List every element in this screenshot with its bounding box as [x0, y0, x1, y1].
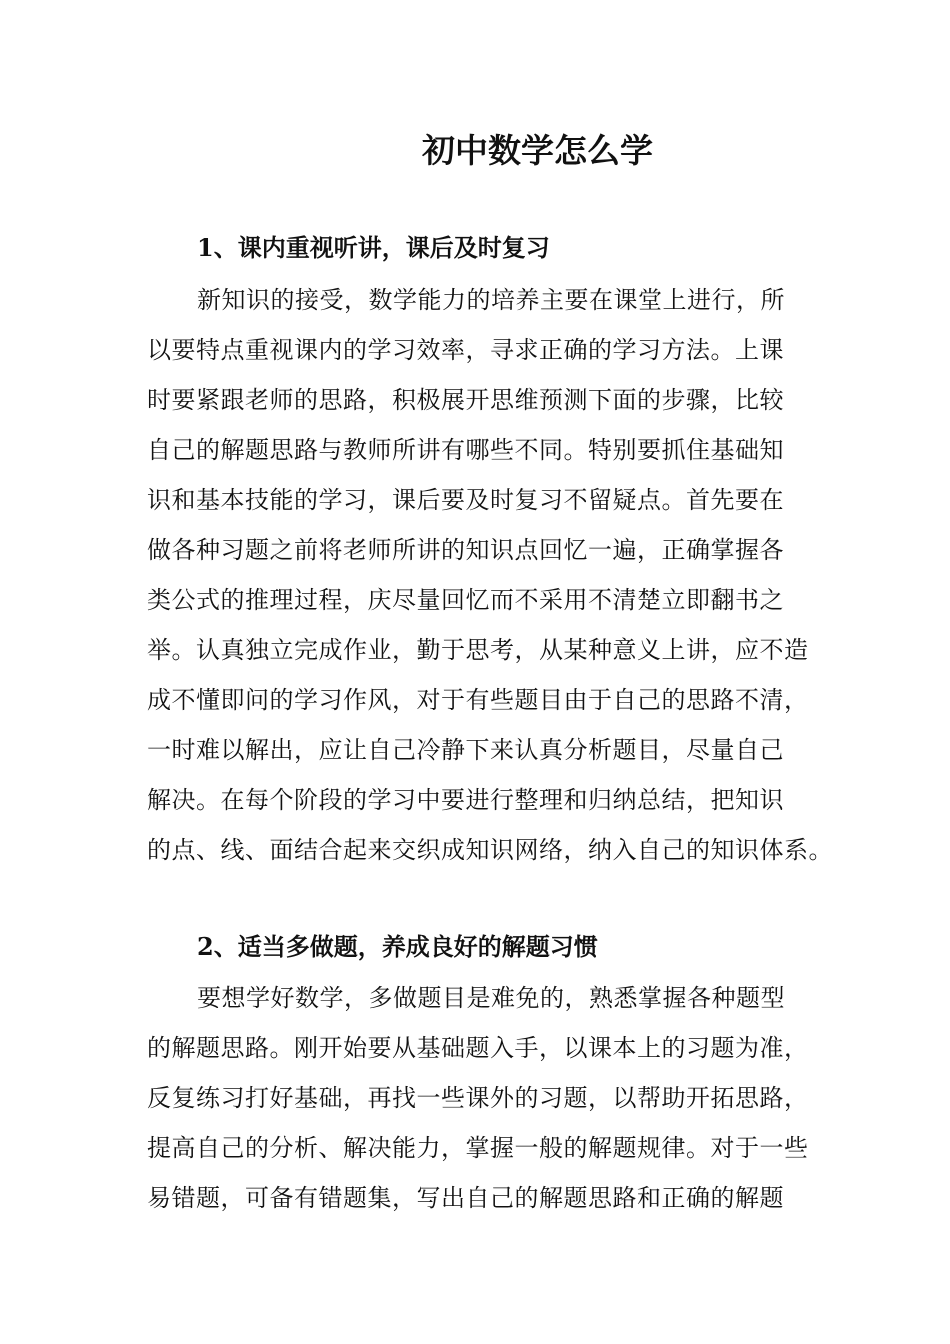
- paragraph-line: 易错题，可备有错题集，写出自己的解题思路和正确的解题: [147, 1184, 784, 1212]
- paragraph-line: 以要特点重视课内的学习效率，寻求正确的学习方法。上课: [147, 336, 784, 364]
- paragraph-line: 类公式的推理过程，庆尽量回忆而不采用不清楚立即翻书之: [147, 586, 784, 614]
- section-1-heading: 1、课内重视听讲，课后及时复习: [197, 233, 550, 262]
- paragraph-line: 的点、线、面结合起来交织成知识网络，纳入自己的知识体系。: [147, 836, 833, 864]
- paragraph-line: 提高自己的分析、解决能力，掌握一般的解题规律。对于一些: [147, 1134, 809, 1162]
- paragraph-line: 一时难以解出，应让自己冷静下来认真分析题目，尽量自己: [147, 736, 784, 764]
- paragraph-line: 的解题思路。刚开始要从基础题入手，以课本上的习题为准，: [147, 1034, 809, 1062]
- paragraph-line: 反复练习打好基础，再找一些课外的习题，以帮助开拓思路，: [147, 1084, 809, 1112]
- section-2-heading: 2、适当多做题，养成良好的解题习惯: [197, 932, 598, 961]
- paragraph-line: 成不懂即问的学习作风，对于有些题目由于自己的思路不清，: [147, 686, 809, 714]
- paragraph-line: 解决。在每个阶段的学习中要进行整理和归纳总结，把知识: [147, 786, 784, 814]
- document-title: 初中数学怎么学: [422, 131, 653, 170]
- paragraph-line: 新知识的接受，数学能力的培养主要在课堂上进行，所: [197, 286, 785, 314]
- paragraph-line: 做各种习题之前将老师所讲的知识点回忆一遍，正确掌握各: [147, 536, 784, 564]
- paragraph-line: 要想学好数学，多做题目是难免的，熟悉掌握各种题型: [197, 984, 785, 1012]
- paragraph-line: 识和基本技能的学习，课后要及时复习不留疑点。首先要在: [147, 486, 784, 514]
- paragraph-line: 自己的解题思路与教师所讲有哪些不同。特别要抓住基础知: [147, 436, 784, 464]
- paragraph-line: 举。认真独立完成作业，勤于思考，从某种意义上讲，应不造: [147, 636, 809, 664]
- paragraph-line: 时要紧跟老师的思路，积极展开思维预测下面的步骤，比较: [147, 386, 784, 414]
